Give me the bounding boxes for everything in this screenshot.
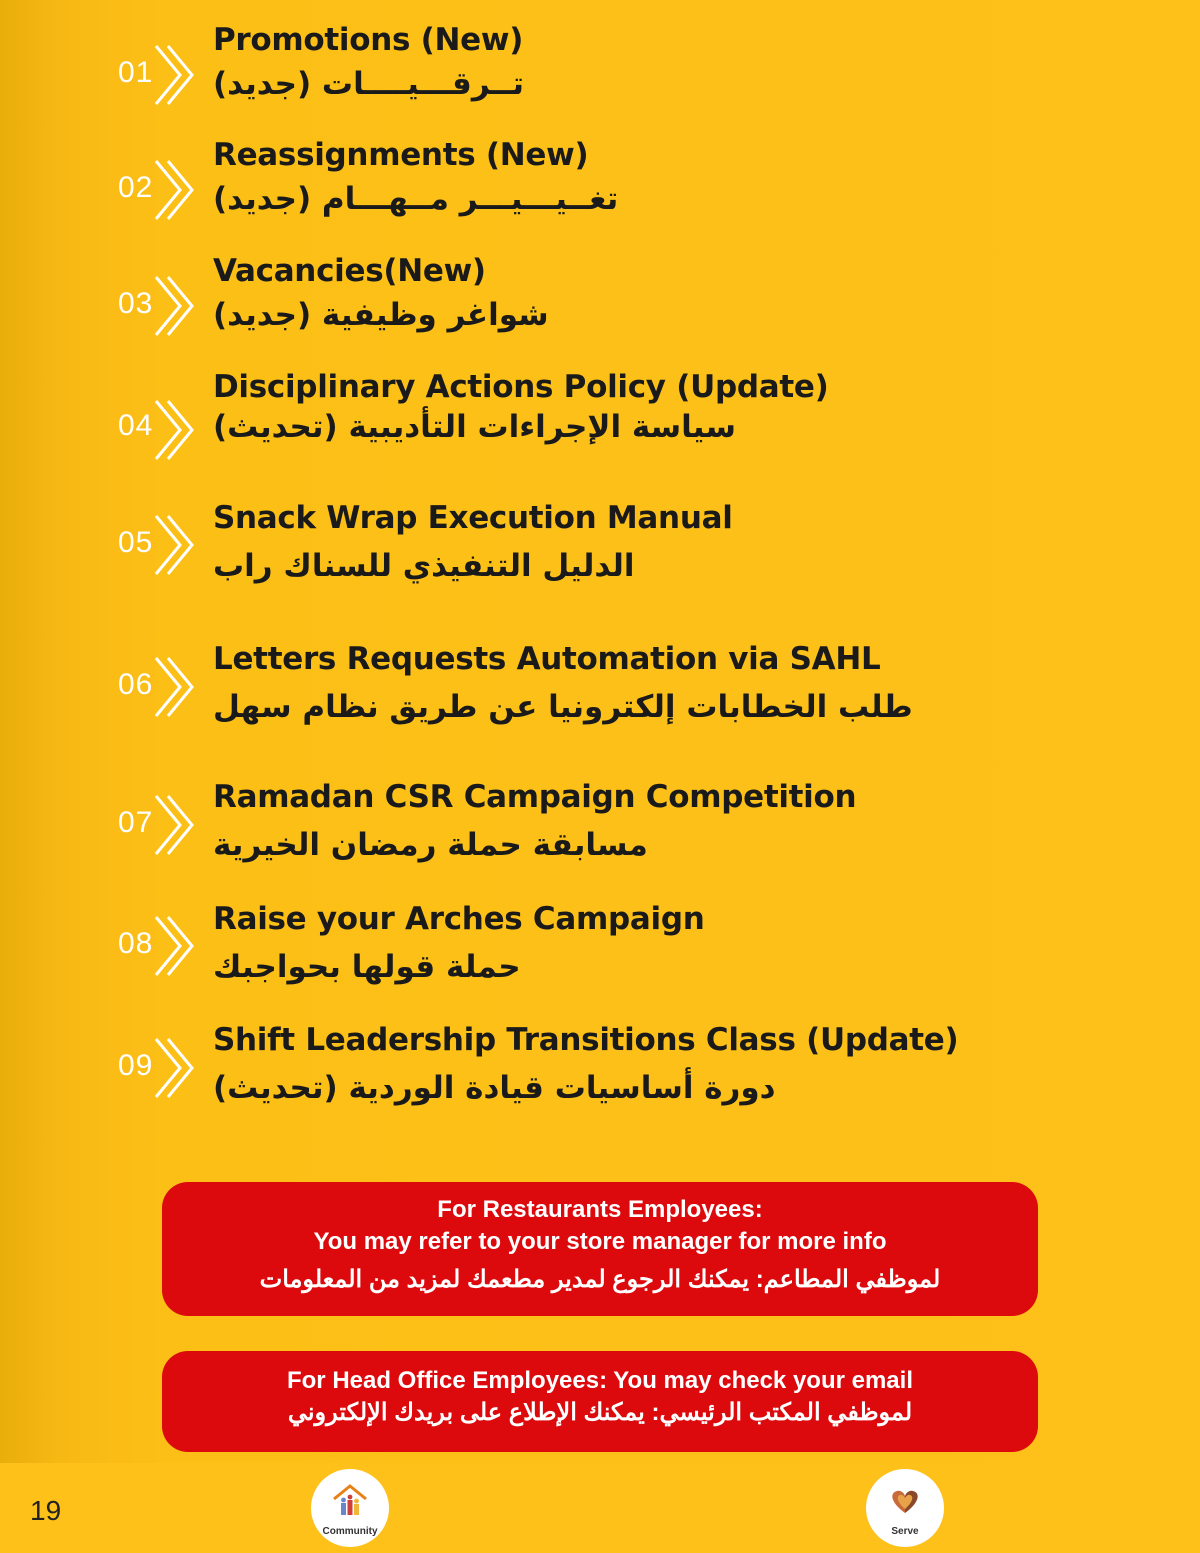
serve-badge bbox=[866, 1469, 944, 1547]
agenda-item-06 bbox=[0, 641, 1200, 751]
agenda-item-02 bbox=[0, 137, 1200, 247]
item-title-en: Promotions (New) bbox=[213, 22, 524, 58]
agenda-item-05 bbox=[0, 500, 1200, 610]
item-number: 03 bbox=[118, 287, 154, 320]
item-title-en: Shift Leadership Transitions Class (Update) bbox=[213, 1022, 959, 1058]
double-chevron-icon bbox=[150, 269, 198, 343]
note-line: You may refer to your store manager for more info bbox=[313, 1228, 887, 1255]
item-title-ar: حملة قولها بحواجبك bbox=[213, 949, 521, 985]
item-title-en: Disciplinary Actions Policy (Update) bbox=[213, 369, 829, 405]
note-line: For Restaurants Employees: bbox=[437, 1196, 763, 1223]
item-title-ar: الدليل التنفيذي للسناك راب bbox=[213, 548, 635, 584]
item-number: 04 bbox=[118, 409, 154, 442]
item-title-ar: دورة أساسيات قيادة الوردية (تحديث) bbox=[213, 1070, 776, 1106]
double-chevron-icon bbox=[150, 153, 198, 227]
agenda-item-01 bbox=[0, 22, 1200, 132]
item-title-en: Reassignments (New) bbox=[213, 137, 589, 173]
double-chevron-icon bbox=[150, 393, 198, 467]
note-line-ar: لموظفي المكتب الرئيسي: يمكنك الإطلاع على بريدك الإلكتروني bbox=[287, 1399, 913, 1426]
item-title-ar: شواغر وظيفية (جديد) bbox=[213, 297, 549, 333]
item-title-ar: مسابقة حملة رمضان الخيرية bbox=[213, 827, 648, 863]
double-chevron-icon bbox=[150, 650, 198, 724]
double-chevron-icon bbox=[150, 38, 198, 112]
note-line: For Head Office Employees: You may check your email bbox=[286, 1367, 913, 1394]
agenda-item-08 bbox=[0, 901, 1200, 1011]
page-number: 19 bbox=[30, 1495, 62, 1526]
heart-hands-icon bbox=[885, 1481, 925, 1521]
item-title-ar: سياسة الإجراءات التأديبية (تحديث) bbox=[213, 409, 736, 445]
item-number: 06 bbox=[118, 668, 154, 701]
item-title-ar: طلب الخطابات إلكترونيا عن طريق نظام سهل bbox=[213, 689, 913, 725]
badge-label: Community bbox=[322, 1526, 378, 1537]
badge-label: Serve bbox=[891, 1526, 919, 1537]
item-number: 08 bbox=[118, 927, 154, 960]
item-title-en: Vacancies(New) bbox=[213, 253, 486, 289]
item-number: 09 bbox=[118, 1049, 154, 1082]
community-badge bbox=[311, 1469, 389, 1547]
head-office-note bbox=[162, 1351, 1038, 1452]
item-title-ar: تغــيـــيـــر مــهـــام (جديد) bbox=[213, 181, 619, 217]
page-footer bbox=[0, 1463, 1200, 1553]
double-chevron-icon bbox=[150, 508, 198, 582]
note-line-ar: لموظفي المطاعم: يمكنك الرجوع لمدير مطعمك لمزيد من المعلومات bbox=[259, 1266, 941, 1293]
double-chevron-icon bbox=[150, 909, 198, 983]
community-house-icon bbox=[330, 1481, 370, 1521]
agenda-item-03 bbox=[0, 253, 1200, 363]
agenda-item-09 bbox=[0, 1022, 1200, 1132]
double-chevron-icon bbox=[150, 1031, 198, 1105]
item-title-en: Ramadan CSR Campaign Competition bbox=[213, 779, 857, 815]
item-number: 01 bbox=[118, 56, 154, 89]
restaurants-note bbox=[162, 1182, 1038, 1316]
item-title-en: Letters Requests Automation via SAHL bbox=[213, 641, 881, 677]
item-number: 05 bbox=[118, 526, 154, 559]
agenda-item-07 bbox=[0, 779, 1200, 889]
item-title-en: Snack Wrap Execution Manual bbox=[213, 500, 733, 536]
item-number: 02 bbox=[118, 171, 154, 204]
item-title-ar: تــرقـــيــــات (جديد) bbox=[213, 66, 524, 102]
item-title-en: Raise your Arches Campaign bbox=[213, 901, 705, 937]
agenda-item-04 bbox=[0, 369, 1200, 479]
double-chevron-icon bbox=[150, 788, 198, 862]
item-number: 07 bbox=[118, 806, 154, 839]
